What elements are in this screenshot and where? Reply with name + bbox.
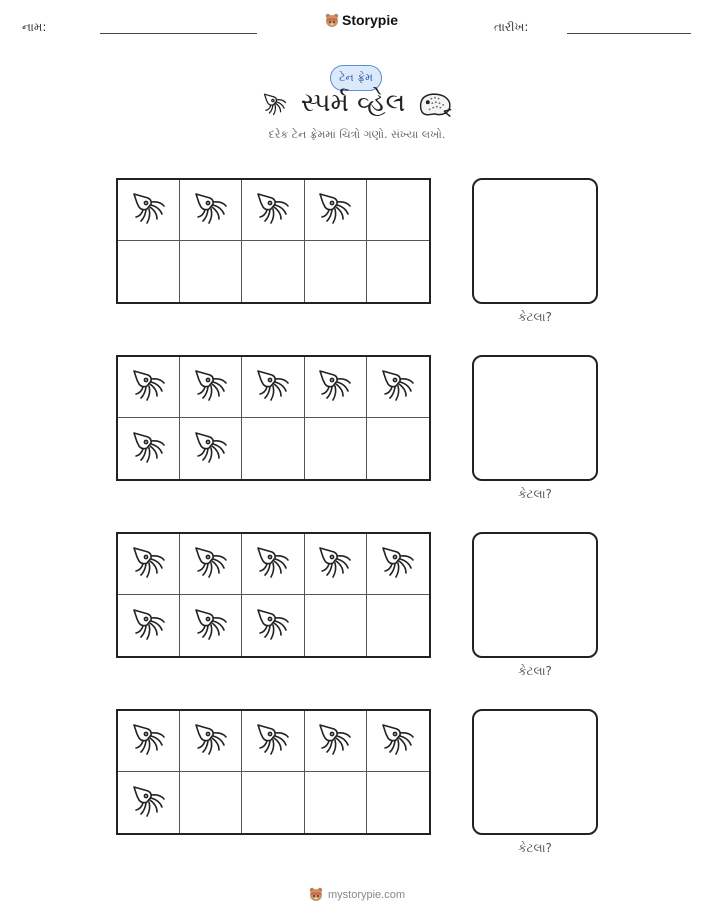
squid-icon (191, 365, 231, 409)
ten-frame-cell (367, 711, 429, 772)
ten-frame (116, 355, 431, 481)
title-row (0, 88, 714, 119)
ten-frame-cell (305, 180, 367, 241)
name-write-line[interactable] (100, 33, 257, 34)
squid-icon (253, 604, 293, 648)
how-many-label: કેટલા? (518, 487, 552, 501)
answer-box[interactable] (472, 532, 598, 658)
ten-frame-cell (305, 418, 367, 479)
instructions: દરેક ટેન ફ્રેમમાં ચિત્રો ગણો. સંખ્યા લખો. (268, 128, 446, 141)
how-many-label: કેટલા? (518, 310, 552, 324)
squid-icon (315, 188, 355, 232)
squid-icon (378, 719, 418, 763)
ten-frame-cell (118, 595, 180, 656)
ten-frame-cell (118, 534, 180, 595)
squid-icon (253, 188, 293, 232)
ten-frame-cell (305, 595, 367, 656)
ten-frame-cell (180, 418, 242, 479)
squid-icon (129, 719, 169, 763)
how-many-label: કેટલા? (518, 841, 552, 855)
how-many-label: કેટલા? (518, 664, 552, 678)
ten-frame-cell (242, 180, 304, 241)
squid-icon (315, 719, 355, 763)
bear-icon (325, 13, 339, 28)
ten-frame-cell (180, 241, 242, 302)
squid-icon (253, 542, 293, 586)
footer (0, 887, 714, 902)
ten-frame-cell (180, 357, 242, 418)
ten-frame-cell (242, 357, 304, 418)
ten-frame-cell (242, 595, 304, 656)
ten-frame-cell (242, 772, 304, 833)
ten-frame-cell (242, 418, 304, 479)
ten-frame-cell (118, 180, 180, 241)
sperm-whale-icon (417, 89, 453, 119)
answer-box[interactable] (472, 709, 598, 835)
ten-frame-cell (118, 418, 180, 479)
ten-frame-cell (242, 241, 304, 302)
squid-icon (261, 90, 289, 118)
ten-frame-cell (305, 711, 367, 772)
ten-frame-cell (367, 418, 429, 479)
squid-icon (191, 604, 231, 648)
ten-frame (116, 178, 431, 304)
squid-icon (315, 365, 355, 409)
ten-frame-cell (367, 180, 429, 241)
ten-frame-cell (118, 241, 180, 302)
ten-frame-cell (242, 534, 304, 595)
squid-icon (129, 365, 169, 409)
ten-frame-cell (305, 241, 367, 302)
answer-box[interactable] (472, 355, 598, 481)
footer-url: mystorypie.com (327, 888, 406, 901)
ten-frame-cell (180, 534, 242, 595)
squid-icon (191, 542, 231, 586)
ten-frame-cell (367, 534, 429, 595)
ten-frame-cell (118, 772, 180, 833)
ten-frame-cell (367, 595, 429, 656)
bear-icon (309, 887, 323, 902)
ten-frame-cell (367, 772, 429, 833)
topic-tag: ટેન ફ્રેમ (330, 65, 382, 91)
ten-frame (116, 532, 431, 658)
ten-frame-cell (118, 357, 180, 418)
ten-frame-cell (118, 711, 180, 772)
ten-frame-cell (180, 595, 242, 656)
squid-icon (378, 365, 418, 409)
ten-frame (116, 709, 431, 835)
ten-frame-cell (367, 241, 429, 302)
squid-icon (129, 427, 169, 471)
squid-icon (191, 427, 231, 471)
ten-frame-cell (305, 772, 367, 833)
squid-icon (315, 542, 355, 586)
name-label: નામ: (22, 20, 47, 34)
squid-icon (129, 604, 169, 648)
brand-name: Storypie (342, 12, 399, 28)
ten-frame-cell (180, 180, 242, 241)
brand-logo (325, 12, 398, 28)
answer-box[interactable] (472, 178, 598, 304)
squid-icon (253, 719, 293, 763)
ten-frame-cell (367, 357, 429, 418)
ten-frame-cell (305, 534, 367, 595)
squid-icon (191, 719, 231, 763)
date-label: તારીખ: (494, 20, 529, 34)
squid-icon (253, 365, 293, 409)
squid-icon (129, 188, 169, 232)
ten-frame-cell (180, 711, 242, 772)
ten-frame-cell (242, 711, 304, 772)
ten-frame-cell (305, 357, 367, 418)
squid-icon (378, 542, 418, 586)
page-title: સ્પર્મ વ્હેલ (300, 88, 406, 118)
date-write-line[interactable] (567, 33, 691, 34)
ten-frame-cell (180, 772, 242, 833)
squid-icon (191, 188, 231, 232)
squid-icon (129, 542, 169, 586)
squid-icon (129, 781, 169, 825)
